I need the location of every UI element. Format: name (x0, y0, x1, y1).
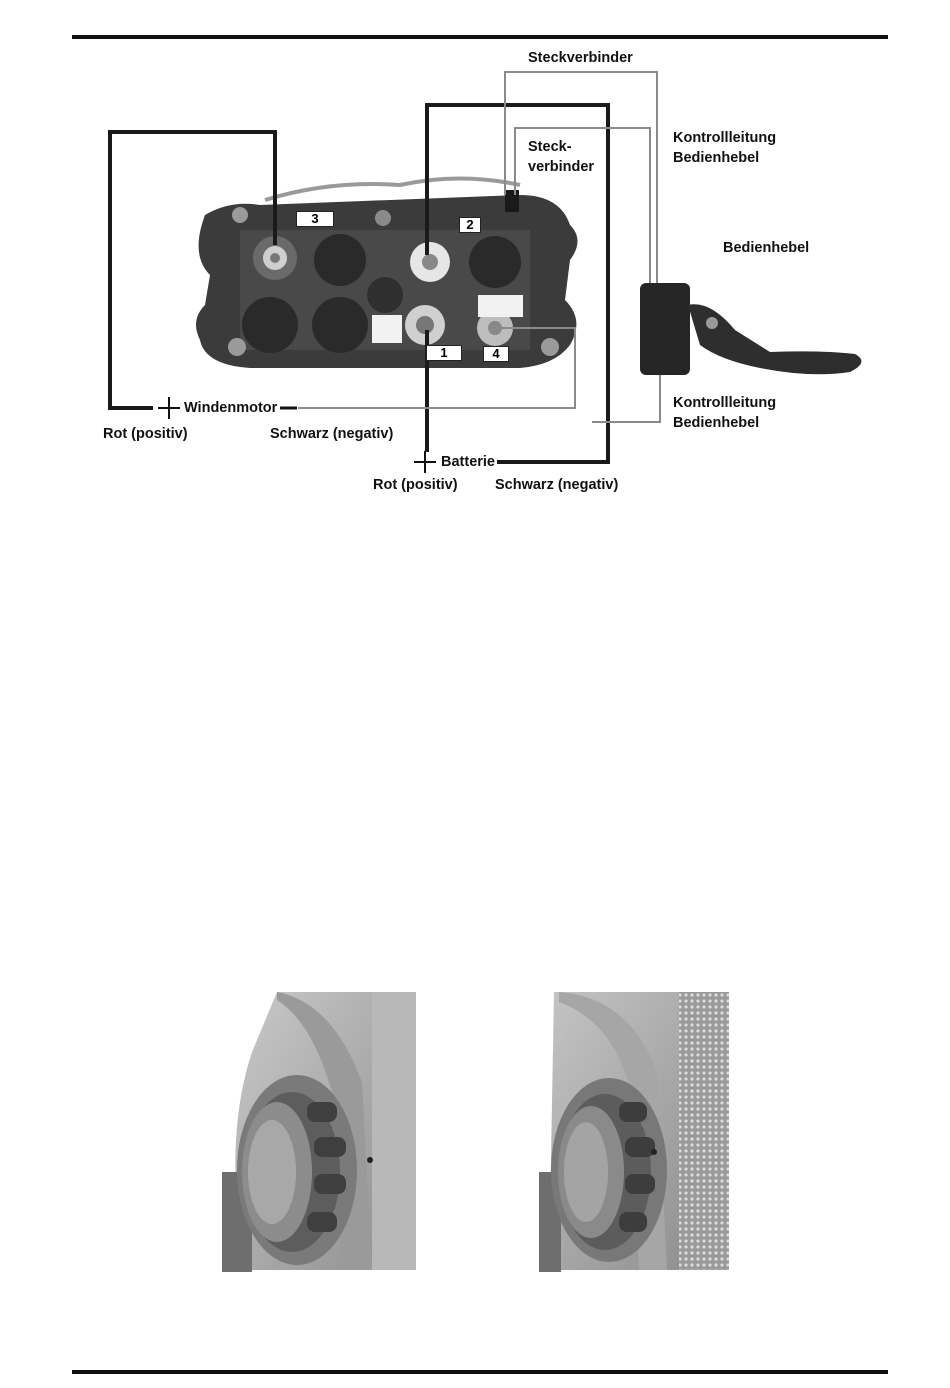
winch-clutch-photo-right (539, 992, 729, 1272)
terminal-4-label: 4 (483, 346, 509, 362)
batterie-rot-label: Rot (positiv) (373, 477, 458, 493)
solenoid-housing (196, 179, 578, 369)
kontrollleitung-bottom-label-line2: Bedienhebel (673, 415, 760, 431)
bedienhebel-label: Bedienhebel (723, 240, 810, 256)
steckverbinder-mid-label-line2: verbinder (528, 159, 595, 175)
batterie-schwarz-label: Schwarz (negativ) (495, 477, 619, 493)
motor-rot-label: Rot (positiv) (103, 426, 188, 442)
terminal-3-label: 3 (296, 211, 334, 227)
windenmotor-label: Windenmotor (184, 400, 278, 416)
kontrollleitung-bottom-label-line1: Kontrollleitung (673, 395, 777, 411)
motor-schwarz-label: Schwarz (negativ) (270, 426, 394, 442)
steckverbinder-top-label: Steckverbinder (528, 50, 633, 66)
steckverbinder-mid-label-line1: Steck- (528, 139, 572, 155)
batterie-label: Batterie (441, 454, 495, 470)
kontrollleitung-top-label-line1: Kontrollleitung (673, 130, 777, 146)
kontrollleitung-top-label-line2: Bedienhebel (673, 150, 760, 166)
winch-clutch-photo-left (222, 992, 416, 1272)
lever-graphic (640, 283, 861, 375)
bottom-rule (72, 1370, 888, 1374)
terminal-2-label: 2 (459, 217, 481, 233)
terminal-1-label: 1 (426, 345, 462, 361)
